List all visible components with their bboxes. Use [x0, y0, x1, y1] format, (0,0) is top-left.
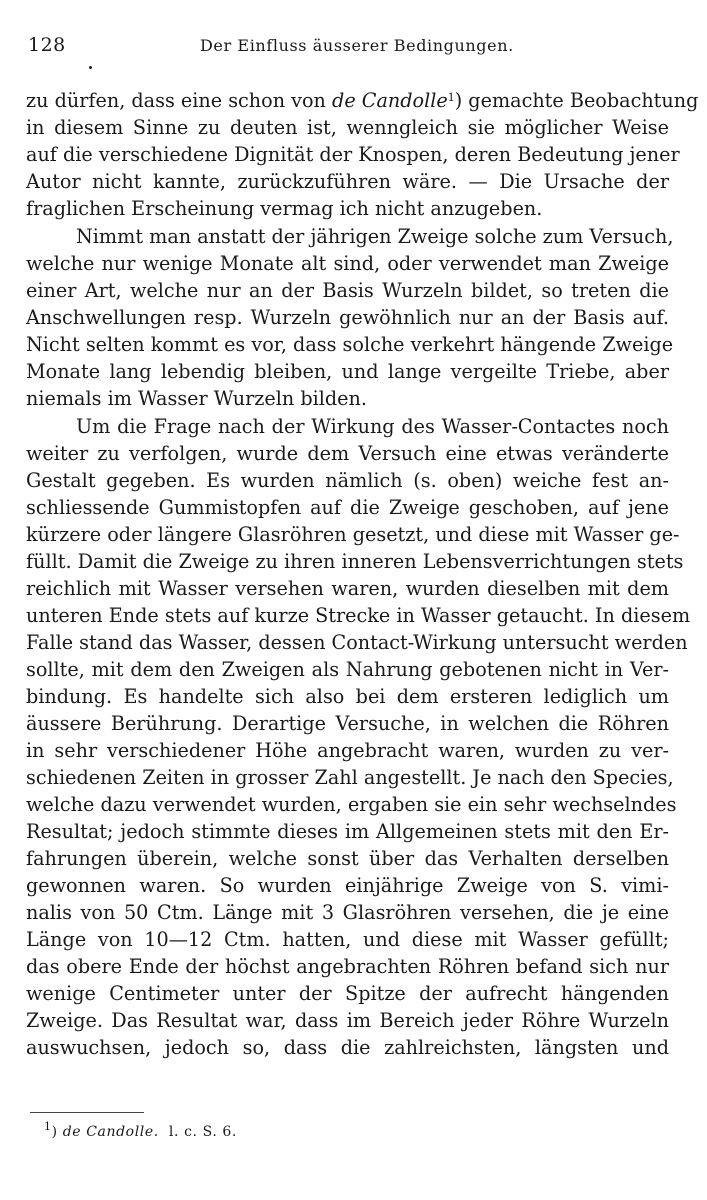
text-line: welche nur wenige Monate alt sind, oder verwendet man Zweige [26, 252, 669, 275]
text-line: auf die verschiedene Dignität der Knospen, deren Bedeutung jener [26, 143, 680, 166]
text-line: niemals im Wasser Wurzeln bilden. [26, 387, 367, 410]
text-line: Autor nicht kannte, zurückzuführen wäre. — Die Ursache der [26, 170, 669, 193]
page-number: 128 [28, 34, 66, 56]
footnote-divider [30, 1112, 144, 1113]
running-title: Der Einfluss äusserer Bedingungen. [200, 36, 514, 55]
text-line: unteren Ende stets auf kurze Strecke in Wasser getaucht. In diesem [26, 604, 691, 627]
text-line: füllt. Damit die Zweige zu ihren inneren Lebensverrichtungen stets [26, 550, 684, 573]
text-line: gewonnen waren. So wurden einjährige Zweige von S. vimi- [26, 874, 669, 897]
ink-speck [89, 66, 92, 69]
text-line: schliessende Gummistopfen auf die Zweige geschoben, auf jene [26, 496, 669, 519]
footnote-reference: l. c. S. 6. [168, 1124, 237, 1140]
text-line: Monate lang lebendig bleiben, und lange vergeilte Triebe, aber [26, 360, 669, 383]
footnote-author: de Candolle. [62, 1124, 159, 1140]
footnote-number: 1 [44, 1120, 52, 1133]
text-line: nalis von 50 Ctm. Länge mit 3 Glasröhren versehen, die je eine [26, 901, 669, 924]
text-line: Falle stand das Wasser, dessen Contact-Wirkung untersucht werden [26, 631, 688, 654]
text-line: Gestalt gegeben. Es wurden nämlich (s. oben) weiche fest an- [26, 469, 669, 492]
text-line: Länge von 10—12 Ctm. hatten, und diese mit Wasser gefüllt; [26, 928, 669, 951]
text-line: Nicht selten kommt es vor, dass solche verkehrt hängende Zweige [26, 333, 674, 356]
text-line: schiedenen Zeiten in grosser Zahl angestellt. Je nach den Species, [26, 766, 674, 789]
text-line: reichlich mit Wasser versehen waren, wurden dieselben mit dem [26, 577, 669, 600]
text-line: wenige Centimeter unter der Spitze der aufrecht hängenden [26, 982, 669, 1005]
text-line: weiter zu verfolgen, wurde dem Versuch eine etwas veränderte [26, 442, 669, 465]
author-name: de Candolle [332, 89, 448, 112]
text-line: bindung. Es handelte sich also bei dem ersteren lediglich um [26, 685, 669, 708]
text-line: Resultat; jedoch stimmte dieses im Allgemeinen stets mit den Er- [26, 820, 669, 843]
text-line: welche dazu verwendet wurden, ergaben sie ein sehr wechselndes [26, 793, 677, 816]
text-line: Nimmt man anstatt der jährigen Zweige solche zum Versuch, [76, 225, 674, 248]
footnote-marker: 1 [447, 91, 455, 104]
footnote: $^1$) de Candolle. l. c. S. 6. [44, 1120, 237, 1140]
text-line: Anschwellungen resp. Wurzeln gewöhnlich nur an der Basis auf. [26, 306, 669, 329]
text-line: einer Art, welche nur an der Basis Wurzeln bildet, so treten die [26, 279, 669, 302]
text-line: äussere Berührung. Derartige Versuche, in welchen die Röhren [26, 712, 669, 735]
text-line: Zweige. Das Resultat war, dass im Bereich jeder Röhre Wurzeln [26, 1009, 669, 1032]
text-line: auswuchsen, jedoch so, dass die zahlreichsten, längsten und [26, 1036, 669, 1059]
text-line: in sehr verschiedener Höhe angebracht waren, wurden zu ver- [26, 739, 669, 762]
text-line: fahrungen überein, welche sonst über das Verhalten derselben [26, 847, 669, 870]
text-line: in diesem Sinne zu deuten ist, wenngleich sie möglicher Weise [26, 116, 669, 139]
text-line: zu dürfen, dass eine schon von de Candolle$^1$) gemachte Beobachtung [26, 89, 699, 112]
text-line: kürzere oder längere Glasröhren gesetzt, und diese mit Wasser ge- [26, 523, 680, 546]
text-line: sollte, mit dem den Zweigen als Nahrung gebotenen nicht in Ver- [26, 658, 669, 681]
text-line: das obere Ende der höchst angebrachten Röhren befand sich nur [26, 955, 669, 978]
text-line: Um die Frage nach der Wirkung des Wasser-Contactes noch [76, 415, 669, 438]
text-line: fraglichen Erscheinung vermag ich nicht anzugeben. [26, 197, 543, 220]
